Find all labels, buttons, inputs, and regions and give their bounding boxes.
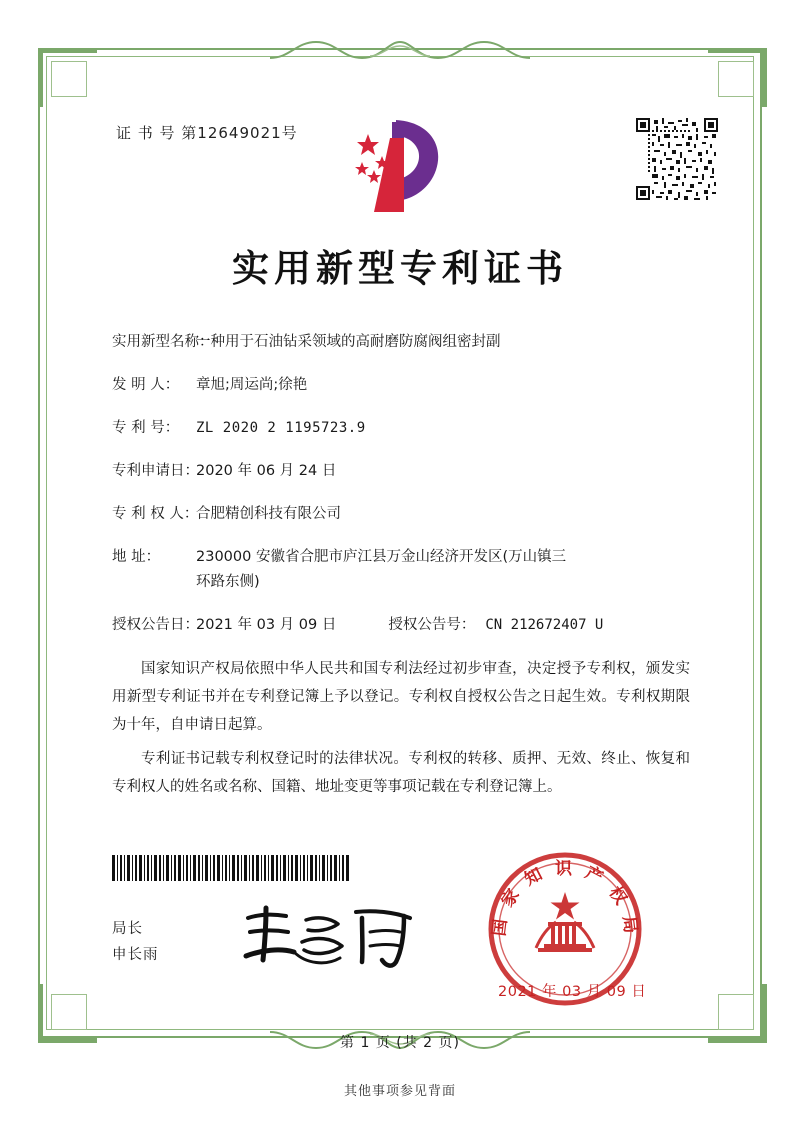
certificate-fields bbox=[112, 332, 692, 658]
director-role-label: 局长 bbox=[112, 921, 143, 937]
field-row-announcement bbox=[112, 615, 692, 636]
field-row-utility-model-name bbox=[112, 332, 692, 353]
field-row-patent-number bbox=[112, 418, 692, 439]
certificate-number: 证 书 号 第12649021号 bbox=[116, 124, 298, 142]
field-value-inventors: 章旭;周运尚;徐艳 bbox=[196, 377, 308, 393]
corner-ornament-top-right bbox=[708, 48, 767, 107]
field-value-announcement-date: 2021 年 03 月 09 日 bbox=[196, 617, 337, 633]
border-flourish-top-icon bbox=[270, 36, 530, 62]
field-label-inventors: 发 明 人： bbox=[112, 377, 180, 393]
corner-ornament-top-left bbox=[38, 48, 97, 107]
field-value-patent-number: ZL 2020 2 1195723.9 bbox=[196, 420, 366, 436]
field-value-address-line2: 环路东侧) bbox=[196, 574, 260, 590]
field-value-announcement-number: CN 212672407 U bbox=[485, 617, 604, 633]
legal-body-text bbox=[112, 655, 690, 807]
qr-code-icon bbox=[636, 118, 718, 200]
seal-date: 2021 年 03 月 09 日 bbox=[498, 984, 647, 1000]
field-row-patentee bbox=[112, 504, 692, 525]
field-value-application-date: 2020 年 06 月 24 日 bbox=[196, 463, 337, 479]
director-name: 申长雨 bbox=[112, 947, 159, 963]
field-row-address bbox=[112, 547, 692, 568]
field-label-patent-number: 专 利 号： bbox=[112, 420, 180, 436]
field-label-application-date: 专利申请日： bbox=[112, 463, 199, 479]
page-title: 实用新型专利证书 bbox=[232, 247, 568, 290]
page-number: 第 1 页 (共 2 页) bbox=[340, 1035, 460, 1051]
footer-note: 其他事项参见背面 bbox=[343, 1084, 456, 1099]
handwritten-signature-icon bbox=[236, 900, 426, 972]
field-label-utility-model-name: 实用新型名称： bbox=[112, 334, 214, 350]
field-label-announcement-number: 授权公告号： bbox=[388, 617, 476, 633]
field-value-address: 230000 安徽省合肥市庐江县万金山经济开发区(万山镇三 bbox=[196, 549, 567, 565]
signature-block bbox=[112, 916, 159, 968]
body-paragraph-2: 专利证书记载专利权登记时的法律状况。专利权的转移、质押、无效、终止、恢复和专利权人的姓名或名称、国籍、地址变更等事项记载在专利登记簿上。 bbox=[112, 751, 690, 795]
field-label-patentee: 专 利 权 人： bbox=[112, 506, 199, 522]
field-row-inventors bbox=[112, 375, 692, 396]
body-paragraph-1: 国家知识产权局依照中华人民共和国专利法经过初步审查，决定授予专利权，颁发实用新型专利证书并在专利登记簿上予以登记。专利权自授权公告之日起生效。专利权期限为十年，自申请日起算。 bbox=[112, 661, 690, 733]
barcode-icon bbox=[112, 855, 350, 881]
field-label-address: 地 址： bbox=[112, 549, 161, 565]
svg-text:国 家 知 识 产 权 局: 国 家 知 识 产 权 局 bbox=[489, 859, 641, 938]
field-value-utility-model-name: 一种用于石油钻采领域的高耐磨防腐阀组密封副 bbox=[196, 334, 501, 350]
cnipa-emblem-icon bbox=[352, 112, 448, 220]
field-row-application-date bbox=[112, 461, 692, 482]
field-label-announcement-date: 授权公告日： bbox=[112, 617, 199, 633]
field-value-patentee: 合肥精创科技有限公司 bbox=[196, 506, 341, 522]
